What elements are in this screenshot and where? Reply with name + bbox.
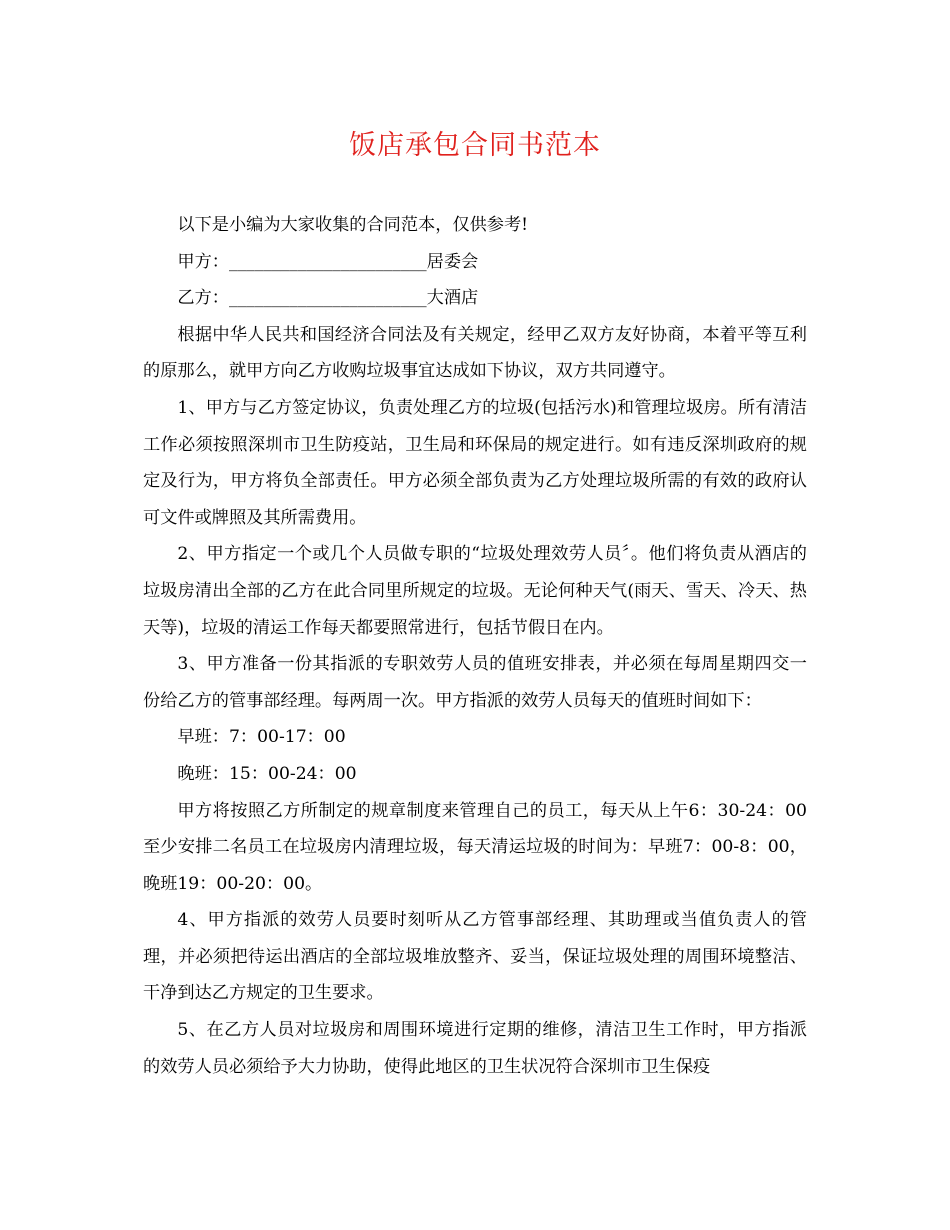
paragraph-clause-4: 4、甲方指派的效劳人员要时刻听从乙方管事部经理、其助理或当值负责人的管理，并必须把待运出酒店的全部垃圾堆放整齐、妥当，保证垃圾处理的周围环境整洁、干净到达乙方规定的卫生要求。 [143,910,807,1004]
intro-line: 以下是小编为大家收集的合同范本，仅供参考! [177,215,529,235]
party-b-blank: _______________________ [228,288,427,309]
party-a-label: 甲方： [177,251,229,272]
document-title: 饭店承包合同书范本 [349,130,601,161]
paragraph-clause-2: 2、甲方指定一个或几个人员做专职的“垃圾处理效劳人员〞。他们将负责从酒店的垃圾房清出全部的乙方在此合同里所规定的垃圾。无论何种天气(雨天、雪天、冷天、热天等)，垃圾的清运工作每天都要照常进行，包括节假日在内。 [143,544,807,638]
paragraph-staffing: 甲方将按照乙方所制定的规章制度来管理自己的员工，每天从上午6：30-24：00至少安排二名员工在垃圾房内清理垃圾，每天清运垃圾的时间为：早班7：00-8：00，晚班19：00-20：00。 [143,800,808,894]
party-a-blank: _______________________ [228,251,427,272]
party-a-line [143,244,807,281]
party-a-suffix: 居委会 [426,251,479,272]
party-b-line [143,280,807,317]
party-b-suffix: 大酒店 [426,288,479,309]
document-body [143,207,807,1085]
paragraph-clause-1: 1、甲方与乙方签定协议，负责处理乙方的垃圾(包括污水)和管理垃圾房。所有清洁工作必须按照深圳市卫生防疫站，卫生局和环保局的规定进行。如有违反深圳政府的规定及行为，甲方将负全部责任。甲方必须全部负责为乙方处理垃圾所需的有效的政府认可文件或牌照及其所需费用。 [143,397,807,528]
paragraph-clause-3: 3、甲方准备一份其指派的专职效劳人员的值班安排表，并必须在每周星期四交一份给乙方的管事部经理。每两周一次。甲方指派的效劳人员每天的值班时间如下： [143,654,807,711]
paragraph-evening-shift: 晚班：15：00-24：00 [177,763,357,784]
paragraph-clause-5: 5、在乙方人员对垃圾房和周围环境进行定期的维修，清洁卫生工作时，甲方指派的效劳人员必须给予大力协助，使得此地区的卫生状况符合深圳市卫生保疫 [143,1020,807,1077]
paragraph-morning-shift: 早班：7：00-17：00 [177,727,346,748]
paragraph-preamble: 根据中华人民共和国经济合同法及有关规定，经甲乙双方友好协商，本着平等互利的原那么，就甲方向乙方收购垃圾事宜达成如下协议，双方共同遵守。 [143,324,807,382]
party-b-label: 乙方： [177,288,229,309]
